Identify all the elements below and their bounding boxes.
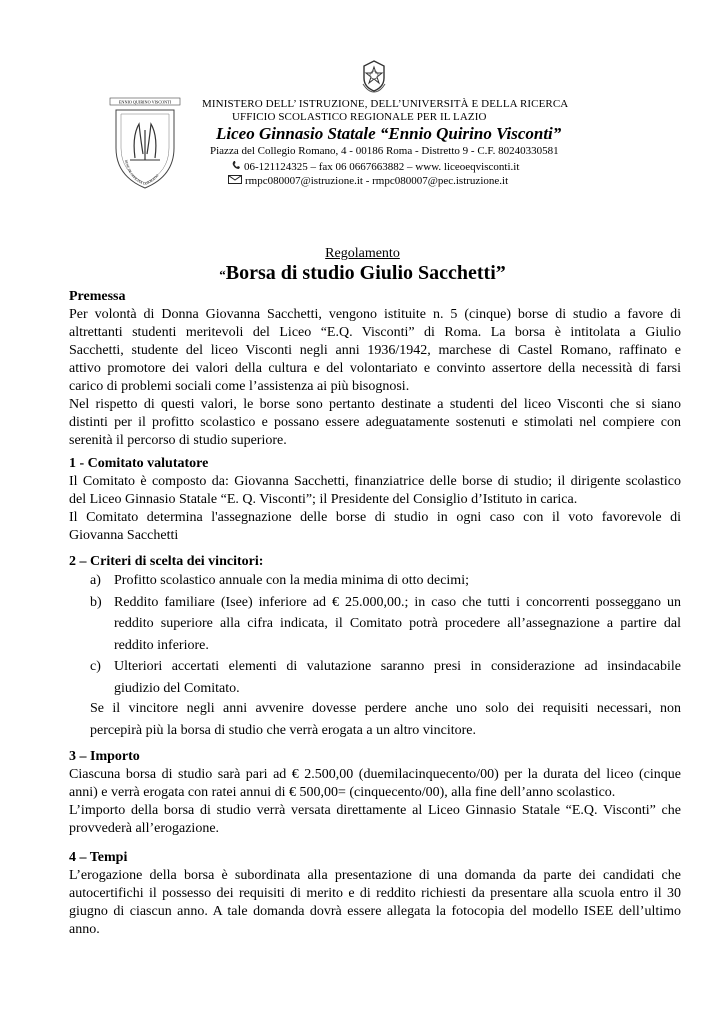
paragraph-line: giugno di ciascun anno. A tale domanda dovrà essere allegata la fotocopia del modello ISEE dell’ultimo — [69, 904, 681, 919]
list-item-line: giudizio del Comitato. — [114, 680, 240, 696]
header-email: rmpc080007@istruzione.it - rmpc080007@pec.istruzione.it — [245, 175, 509, 187]
paragraph-line: serenità il percorso di studio superiore. — [69, 433, 287, 448]
header-address: Piazza del Collegio Romano, 4 - 00186 Roma - Distretto 9 - C.F. 80240330581 — [210, 145, 559, 157]
premessa-section — [69, 288, 681, 450]
paragraph-line: anno. — [69, 922, 100, 937]
section-3-heading: 3 – Importo — [69, 749, 140, 764]
paragraph-line: Il Comitato determina l'assegnazione delle borse di studio in ogni caso con il voto favorevole di — [69, 510, 681, 525]
list-item-line: reddito superiore alla cifra indicata, il Comitato potrà procedere all’assegnazione a partire dal — [114, 616, 681, 631]
header-regional-office: UFFICIO SCOLASTICO REGIONALE PER IL LAZIO — [232, 111, 487, 123]
section-4-heading: 4 – Tempi — [69, 850, 128, 865]
svg-text:BENE DE OFFICINA LABORATIO — [124, 159, 160, 186]
seal-text-bottom: BENE DE OFFICINA LABORATIO — [123, 159, 160, 187]
paragraph-line: Giovanna Sacchetti — [69, 528, 179, 543]
header-phone-row — [232, 160, 519, 173]
list-item — [90, 592, 681, 657]
phone-icon — [232, 160, 241, 173]
header-school-name: Liceo Ginnasio Statale “Ennio Quirino Visconti” — [216, 124, 562, 143]
header-email-row — [228, 175, 508, 187]
paragraph-line: altrettanti studenti meritevoli del Liceo “E.Q. Visconti” di Roma. La borsa è intitolata a Giulio — [69, 325, 681, 340]
regulation-label: Regolamento — [325, 246, 400, 261]
header-ministry: MINISTERO DELL’ ISTRUZIONE, DELL’UNIVERSITÀ E DELLA RICERCA — [202, 98, 569, 110]
document-title — [0, 262, 725, 285]
list-item-line: Reddito familiare (Isee) inferiore ad € 25.000,00.; in caso che tutti i concorrenti posseggano un — [114, 594, 681, 610]
paragraph-line: Per volontà di Donna Giovanna Sacchetti, vengono istituite n. 5 (cinque) borse di studio a favore di — [69, 307, 681, 322]
email-icon — [228, 175, 242, 187]
section-timing — [69, 849, 681, 939]
title-main: Borsa di studio Giulio Sacchetti” — [225, 262, 506, 284]
list-item-line: reddito inferiore. — [114, 637, 209, 653]
section-1-heading: 1 - Comitato valutatore — [69, 456, 209, 471]
seal-text-top: ENNIO QUIRINO VISCONTI — [118, 99, 172, 105]
republic-emblem-icon — [358, 58, 390, 94]
paragraph-line: anni) e verrà erogata con ratei annui di € 500,00= (cinquecento/00), alla fine dell’anno scolastico. — [69, 785, 616, 800]
paragraph-line: Il Comitato è composto da: Giovanna Sacchetti, finanziatrice delle borse di studio; il dirigente scolastico — [69, 474, 681, 489]
paragraph-line: distinti per il profitto scolastico e possano essere adeguatamente sostenuti e stimolati nel compiere con — [69, 415, 681, 430]
list-marker: b) — [90, 594, 102, 610]
paragraph-line: Ciascuna borsa di studio sarà pari ad € 2.500,00 (duemilacinquecento/00) per la durata del liceo (cinque — [69, 767, 681, 782]
section-2-heading: 2 – Criteri di scelta dei vincitori: — [69, 554, 264, 569]
section-criteria-heading-block — [69, 553, 681, 571]
section-amount — [69, 748, 681, 838]
paragraph-line: attivo promotore dei valori della cultura e del volontariato e convinto assertore della necessità di farsi — [69, 361, 681, 376]
list-item-line: Profitto scolastico annuale con la media minima di otto decimi; — [114, 573, 469, 588]
title-open-quote: “ — [219, 267, 226, 282]
paragraph-line: carico di problemi sociali come l’assistenza ai più bisognosi. — [69, 379, 410, 394]
header-phone: 06-121124325 – fax 06 0667663882 – www. liceoeqvisconti.it — [244, 161, 520, 173]
paragraph-line: del Liceo Ginnasio Statale “E. Q. Visconti”; il Presidente del Consiglio d’Istituto in carica. — [69, 492, 578, 507]
paragraph-line: autocertifichi il possesso dei requisiti di merito e di reddito richiesti da presentare alla scuola entro il 30 — [69, 886, 681, 901]
paragraph-line: provvederà all’erogazione. — [69, 821, 220, 836]
premessa-heading: Premessa — [69, 289, 126, 304]
paragraph-line: Se il vincitore negli anni avvenire dovesse perdere anche uno solo dei requisiti necessari, non — [90, 701, 681, 716]
school-seal-icon — [108, 96, 182, 192]
list-marker: c) — [90, 659, 101, 674]
criteria-note — [90, 698, 681, 741]
list-marker: a) — [90, 573, 101, 588]
criteria-list — [90, 570, 681, 699]
paragraph-line: Sacchetti, studente del liceo Visconti negli anni 1936/1942, marchese di Castel Romano, raffinato e — [69, 343, 681, 358]
section-committee — [69, 455, 681, 545]
paragraph-line: L’importo della borsa di studio verrà versata direttamente al Liceo Ginnasio Statale “E.Q. Visconti” che — [69, 803, 681, 818]
paragraph-line: percepirà più la borsa di studio che verrà erogata a un altro vincitore. — [90, 722, 477, 738]
paragraph-line: Nel rispetto di questi valori, le borse sono pertanto destinate a studenti del liceo Visconti che si siano — [69, 397, 681, 412]
paragraph-line: L’erogazione della borsa è subordinata alla presentazione di una domanda da parte dei candidati che — [69, 868, 681, 883]
list-item — [90, 656, 681, 699]
list-item-line: Ulteriori accertati elementi di valutazione saranno presi in considerazione ad insindacabile — [114, 659, 681, 674]
list-item — [90, 570, 681, 592]
